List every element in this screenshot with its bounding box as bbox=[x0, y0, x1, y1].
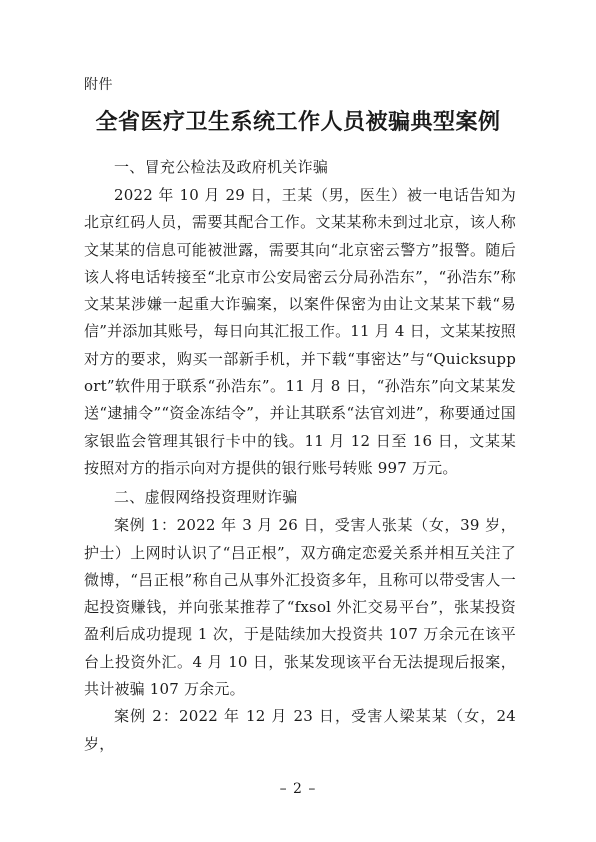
section-heading: 二、虚假网络投资理财诈骗 bbox=[114, 488, 298, 507]
paragraph: 案例 2：2022 年 12 月 23 日，受害人梁某某（女，24 岁， bbox=[84, 707, 516, 753]
document-body bbox=[84, 152, 516, 758]
page-number: – 2 – bbox=[279, 781, 317, 797]
section-2 bbox=[84, 482, 516, 758]
document-title: 全省医疗卫生系统工作人员被骗典型案例 bbox=[95, 109, 501, 135]
section-heading: 一、冒充公检法及政府机关诈骗 bbox=[114, 158, 329, 176]
section-1 bbox=[84, 152, 516, 482]
paragraph: 2022 年 10 月 29 日，王某（男，医生）被一电话告知为北京红码人员，需要其配合工作。文某某称未到过北京，该人称文某某的信息可能被泄露，需要其向“北京密云警方”报警。随后该人将电话转接至“北京市公安局密云分局孙浩东”，“孙浩东”称文某某涉嫌一起重大诈骗案，以案件保密为由让文某某下载“易信”并添加其账号，每日向其汇报工作。11 月 4 日，文某某按照对方的要求，购买一部新手机，并下载“事密达”与“Quicksupport”软件用于联系“孙浩东”。11 月 8 日，“孙浩东”向文某某发送“逮捕令”“资金冻结令”，并让其联系“法官刘进”，称要通过国家银监会管理其银行卡中的钱。11 月 12 日至 16 日，文某某按照对方的指示向对方提供的银行账号转账 997 万元。 bbox=[84, 186, 517, 477]
paragraph: 案例 1：2022 年 3 月 26 日，受害人张某（女，39 岁，护士）上网时认识了“吕正根”，双方确定恋爱关系并相互关注了微博，“吕正根”称自己从事外汇投资多年，且称可以带受害人一起投资赚钱，并向张某推荐了“fxsol 外汇交易平台”，张某投资盈利后成功提现 1 次，于是陆续加大投资共 107 万余元在该平台上投资外汇。4 月 10 日，张某发现该平台无法提现后报案，共计被骗 107 万余元。 bbox=[84, 516, 516, 699]
attachment-label: 附件 bbox=[84, 77, 113, 93]
